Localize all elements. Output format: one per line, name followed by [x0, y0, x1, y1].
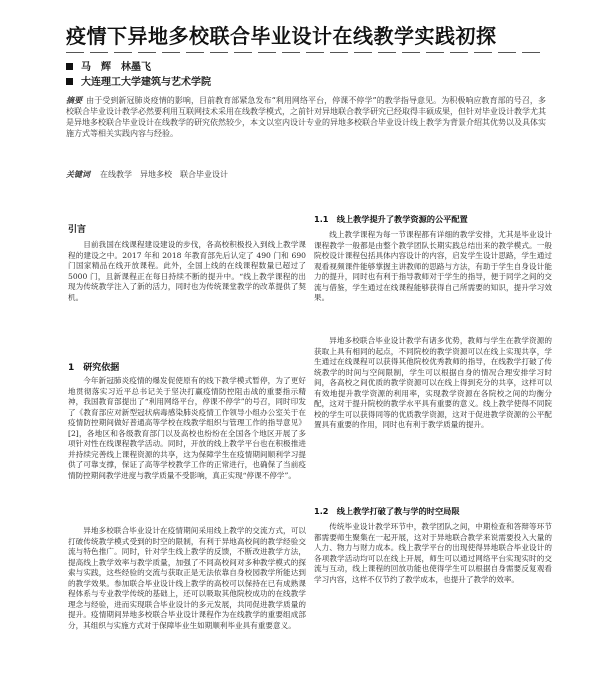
intro-text: 目前我国在线课程建设建设的步伐，各高校积极投入到线上教学课程的建设之中。2017 年和 2018 年教育部先后认定了 490 门和 690 门国家精品在线开放课程。此外，全国上线的在线课程数量已超过了 5000 门，且新课程正在每日持续不断的提升中。“线上教学课程的出现为传统教学注入了新的活力，同时也为传统课堂教学的改革提供了契机。: [68, 240, 306, 302]
section-1-2-heading: 1.2 线上教学打破了教与学的时空局限: [314, 506, 460, 516]
abstract-text: 由于受到新冠肺炎疫情的影响，目前教育部紧急发布“利用网络平台，停课不停学”的教学指导意见。为积极响应教育部的号召，多校联合毕业设计教学必然要利用互联网技术采用在线教学模式，之前针对异地联合教学研究已经取得丰硕成果，但针对毕业设计教学尤其是异地多校联合毕业设计在线教学的研究依然较少，本文以室内设计专业的异地多校联合毕业设计线上教学为背景介绍其优势以及具体实施方式等相关实践内容与经验。: [66, 96, 546, 138]
author-names: 马 辉 林墨飞: [81, 62, 151, 73]
intro-heading: 引言: [68, 225, 87, 235]
section-1-1-heading: 1.1 线上教学提升了教学资源的公平配置: [314, 214, 468, 224]
authors: [66, 58, 151, 73]
section-1-2-text-1: 传统毕业设计教学环节中，教学团队之间，中期检查和答辩等环节都需要师生聚集在一起开展，这对于异地联合教学来说需要投入大量的人力、物力与财力成本。线上教学平台的出现使得异地联合毕业设计的各项教学活动均可以在线上开展，师生可以通过网络平台实现实时的交流与互动，线上课程的回放功能也使得学生可以根据自身需要反复观看学习内容，这样不仅节约了教学成本，也提升了教学的效率。: [314, 522, 552, 584]
section-1-heading: 1 研究依据: [68, 363, 120, 373]
paper-title: 疫情下异地多校联合毕业设计在线教学实践初探: [66, 24, 497, 48]
section-1-1-text-1: 线上教学课程为每一节课程都有详细的教学安排，尤其是毕业设计课程教学一般都是由整个教学团队长期实践总结出来的教学模式。一般院校设计课程包括具体内容设计的内容，启发学生设计思路，学生通过观看视频课件能够掌握主讲教师的思路与方法，有助于学生自身设计能力的提升，同时也有利于指导教师对于学生的指导，便于同学之间的交流与借鉴，学生通过在线课程能够获得自己所需要的知识，提升学习效果。: [314, 230, 552, 302]
abstract-label: 摘要: [66, 95, 83, 105]
bullet-square-icon: [66, 63, 73, 70]
affiliation: [66, 73, 211, 88]
section-1-text-1: 今年新冠肺炎疫情的爆发促使原有的线下教学模式暂停，为了更好地贯彻落实习近平总书记关于坚决打赢疫情防控阻击战的重要指示精神，我国教育部提出了“利用网络平台，停课不停学”的号召，同时印发了《教育部应对新型冠状病毒感染肺炎疫情工作领导小组办公室关于在疫情防控期间做好普通高等学校在线教学组织与管理工作的指导意见》[2]，各地区和各级教育部门以及高校也纷纷在全国各个地区开展了多项针对性在线课程教学活动。同时，开放的线上教学平台也在积极推进并持续完善线上课程资源的共享，这为保障学生在疫情期间顺利学习提供了可靠支撑，保证了高等学校教学工作的正常进行，也确保了当前疫情防控期间教学进度与教学质量不受影响，真正实现“停课不停学”。: [68, 376, 306, 480]
section-1-text-2: 异地多校联合毕业设计在疫情期间采用线上教学的交流方式，可以打破传统教学模式受到的时空的限制，有利于异地高校间的教学经验交流与特色推广。同时，针对学生线上教学的反馈，不断改进教学方法，提高线上教学效率与教学质量，加强了不同高校间对多种教学模式的探索与实践，这些经验的交流与获取正是无法依靠自身校园教学所能达到的教学效果。参加联合毕业设计线上教学的高校可以保持在已有成熟课程体系与专业教学传统的基础上，还可以吸取其他院校成功的在线教学理念与经验，进而实现联合毕业设计的多元发展，共同促进教学质量的提升。疫情期间异地多校联合毕业设计课程作为在线教学的重要组成部分，其组织与实施方式对于保障毕业生如期顺利毕业具有重要意义。: [68, 526, 306, 630]
intro-paragraph: [68, 240, 306, 356]
section-1-1-paragraph-1: [314, 230, 552, 334]
section-1-2-paragraph-1: [314, 522, 552, 676]
keywords-label: 关键词: [66, 169, 90, 179]
bullet-square-icon: [66, 78, 73, 85]
keywords: [66, 169, 546, 180]
affiliation-text: 大连理工大学建筑与艺术学院: [81, 77, 211, 88]
section-1-1-text-2: 异地多校联合毕业设计教学有诸多优势，教师与学生在教学资源的获取上具有相同的起点，不同院校的教学资源可以在线上实现共享，学生通过在线课程可以获得其他院校优秀教师的指导，在线教学打破了传统教学的时间与空间限制，学生可以根据自身的情况合理安排学习时间，各高校之间优质的教学资源可以在线上得到充分的共享，这样可以有效地提升教学资源的利用率，实现教学资源在各院校之间的均衡分配，这对于提升院校的教学水平具有重要的意义。线上教学使得不同院校的学生可以获得同等的优质教学资源，这对于促进教学资源的公平配置具有重要的作用，同时也有利于教学质量的提升。: [314, 336, 552, 429]
section-1-1-paragraph-2: [314, 336, 552, 502]
keywords-text: 在线教学 异地多校 联合毕业设计: [100, 170, 228, 179]
section-1-paragraph-2: [68, 526, 306, 676]
abstract: [66, 95, 546, 139]
section-1-paragraph-1: [68, 376, 306, 524]
title-divider: [66, 52, 544, 53]
